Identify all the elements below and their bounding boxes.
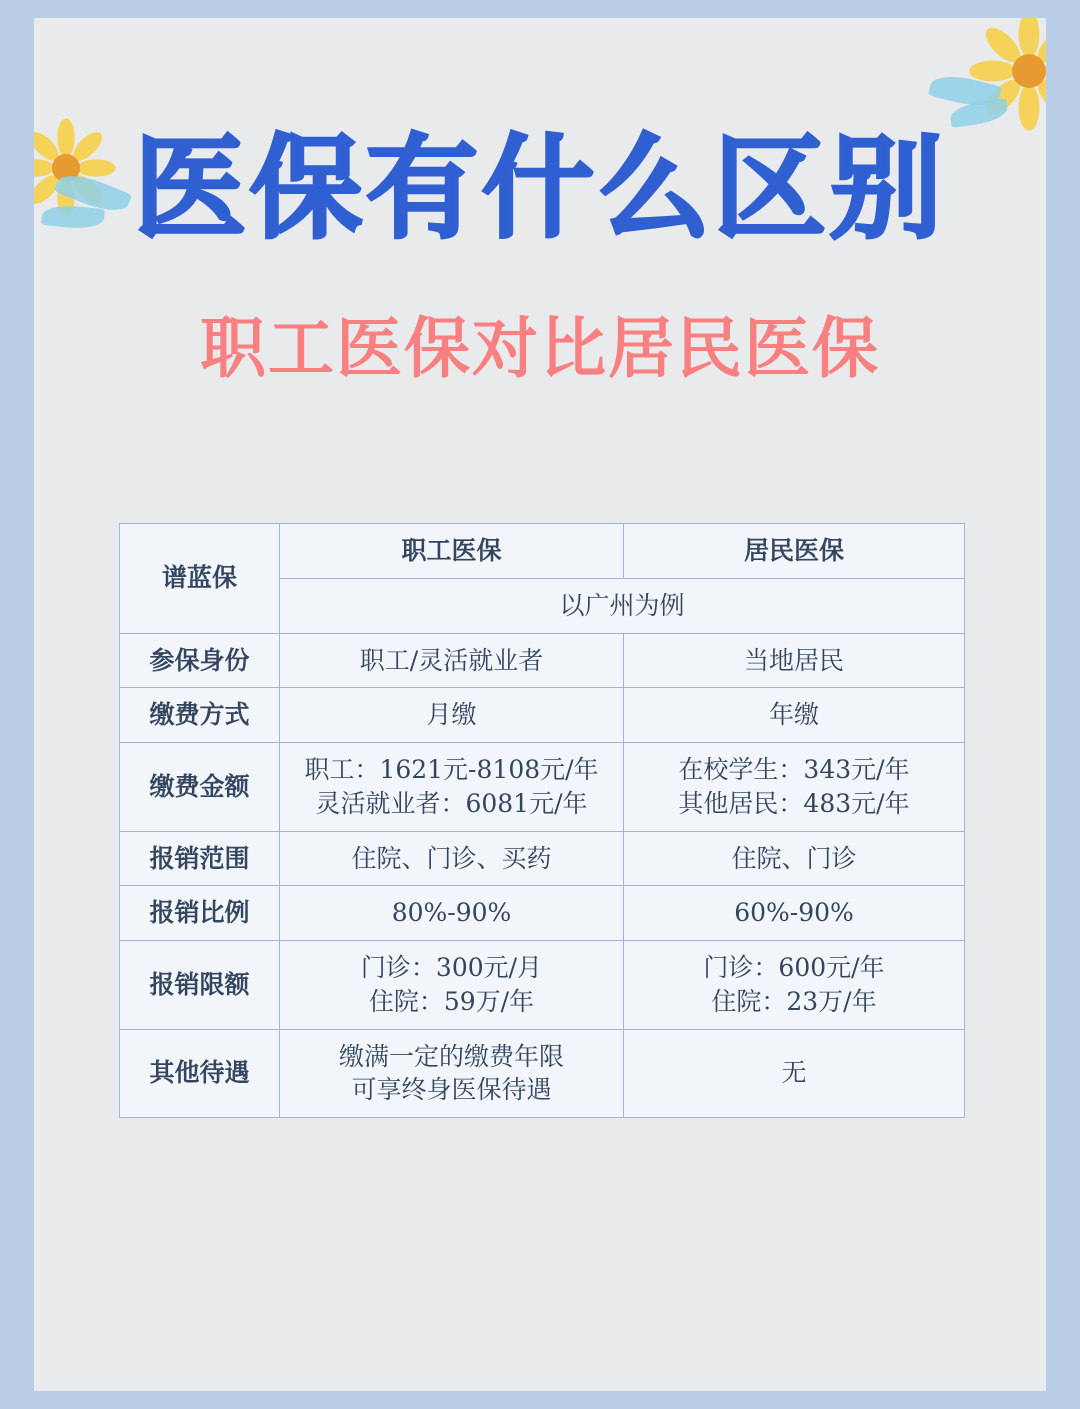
table-header-row [120,524,965,579]
cell-line: 住院：23万/年 [711,986,877,1016]
cell-line: 年缴 [768,700,819,730]
cell-line: 其他居民：483元/年 [678,788,910,818]
cell-resident [624,886,965,941]
page-title: 医保有什么区别 [134,124,946,255]
cell-employee [280,886,624,941]
sunflower-top-right-icon [964,18,1046,136]
column-header-employee: 职工医保 [280,524,624,579]
cell-line: 无 [781,1058,807,1088]
brand-cell: 谱蓝保 [120,524,280,634]
cell-line: 住院、门诊 [731,843,857,873]
cell-line: 在校学生：343元/年 [678,755,910,784]
cell-line: 当地居民 [743,645,844,675]
row-label: 缴费金额 [120,743,280,832]
table-row [120,831,965,886]
cell-resident [624,743,965,832]
column-header-resident: 居民医保 [624,524,965,579]
cell-employee [280,941,624,1030]
cell-employee [280,1029,624,1118]
cell-line: 住院：59万/年 [368,986,535,1016]
cell-employee [280,831,624,886]
row-label: 报销限额 [120,941,280,1030]
comparison-table-wrapper [119,523,964,1118]
table-row [120,941,965,1030]
cell-line: 月缴 [426,700,477,730]
comparison-table [119,523,965,1118]
cell-employee [280,688,624,743]
cell-line: 80%-90% [391,898,512,928]
cell-resident [624,688,965,743]
row-label: 报销比例 [120,886,280,941]
cell-employee [280,743,624,832]
cell-line: 可享终身医保待遇 [351,1075,552,1105]
cell-line: 缴满一定的缴费年限 [338,1041,564,1071]
cell-employee [280,633,624,688]
cell-resident [624,831,965,886]
cell-line: 门诊：300元/月 [360,953,543,982]
cell-line: 60%-90% [734,898,854,928]
row-label: 报销范围 [120,831,280,886]
table-row [120,688,965,743]
table-row [120,1029,965,1118]
cell-line: 职工/灵活就业者 [359,645,544,675]
table-row [120,886,965,941]
cell-resident [624,1029,965,1118]
poster-canvas [34,18,1046,1391]
page-subtitle: 职工医保对比居民医保 [200,309,880,387]
table-note-cell: 以广州为例 [280,578,965,633]
row-label: 缴费方式 [120,688,280,743]
row-label: 参保身份 [120,633,280,688]
row-label: 其他待遇 [120,1029,280,1118]
cell-line: 住院、门诊、买药 [351,843,552,873]
cell-resident [624,633,965,688]
cell-line: 灵活就业者：6081元/年 [315,788,588,818]
table-row [120,633,965,688]
cell-line: 职工：1621元-8108元/年 [304,755,599,784]
cell-resident [624,941,965,1030]
cell-line: 门诊：600元/年 [703,953,885,982]
table-row [120,743,965,832]
